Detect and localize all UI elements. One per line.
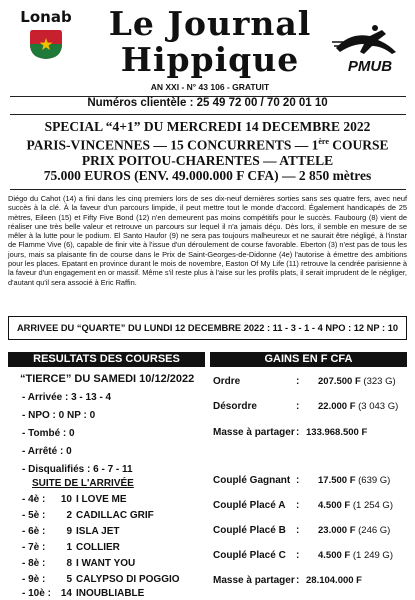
- gain-colon: :: [296, 401, 300, 412]
- gain-value: 4.500 F (1 254 G): [318, 500, 393, 511]
- gain-label: Ordre: [213, 376, 241, 387]
- tierce-title: “TIERCE” DU SAMEDI 10/12/2022: [20, 373, 195, 385]
- pmub-logo-text: PMUB: [347, 58, 393, 75]
- gain-colon: :: [296, 525, 300, 536]
- finish-row: - 9è : 5 CALYPSO DI POGGIO: [22, 574, 180, 585]
- gain-label: Couplé Gagnant: [213, 475, 291, 486]
- journal-title-line1: Le Journal: [108, 4, 312, 43]
- lonab-logo-text: Lonab: [20, 8, 72, 26]
- race-preview-text: Diégo du Cahot (14) a fini dans les cinq premiers lors de ses dix-neuf dernières sorties sans ses quatre fers, avec neuf succès à la clé. À la faveur d'un parcours limpide, il peut mettre tout le monde d'accord. Également handicapés de 25 mètres, Eileen (15) et Fifty Five Bond (12) n'en demeurent pas moins compétitifs pour le succès. Faubourg (8) vient de réaliser une très belle valeur et retrouve un parcours sur lequel il n'a jamais déçu. Dès lors, il semble en mesure de se mêler à la lutte pour le podium. El Santo Haufor (9) ne sera pas toujours malheureux et ne saurait être négligé, à l'instar de Flamme Vive (6), capable de finir vite à l'issue d'un déroulement de course favorable. Eberton (3) n'est pas de tous les jours, mais sa plaisante fin de course dans le Prix de Saint-Georges-de-Didonne (4e) l'autorise à émettre des ambitions pour les places. Epatant en province durant le mois de novembre, Easton Of My Life (11) retrouve la cendrée parisienne à la faveur d'un engagement en or massif. Même s'il reste plus à l'aise sur les profils plats, il serait imprudent de le négliger, d'autant qu'il sera associé à Eric Raffin.: [8, 194, 407, 287]
- finish-row: - 10è : 14 INOUBLIABLE: [22, 588, 145, 599]
- lonab-flag-icon: [28, 28, 64, 60]
- divider: [10, 96, 406, 97]
- special-line2: PARIS-VINCENNES — 15 CONCURRENTS — 1ère COURSE: [26, 137, 389, 153]
- gain-colon: :: [296, 475, 300, 486]
- divider: [10, 114, 406, 115]
- gain-label: Masse à partager: [213, 575, 295, 586]
- result-line: - Disqualifiés : 6 - 7 - 11: [22, 464, 133, 475]
- gain-value: 28.104.000 F: [306, 575, 362, 586]
- lonab-logo: [14, 8, 78, 64]
- gain-value: 133.968.500 F: [306, 427, 368, 438]
- finish-row: - 6è : 9 ISLA JET: [22, 526, 120, 537]
- gain-value: 22.000 F (3 043 G): [318, 401, 399, 412]
- result-line: - Arrêté : 0: [22, 446, 72, 457]
- special-line1: SPECIAL “4+1” DU MERCREDI 14 DECEMBRE 2022: [44, 119, 371, 134]
- result-line: - Tombé : 0: [22, 428, 75, 439]
- pmub-logo: [330, 22, 410, 78]
- finish-row: - 7è : 1 COLLIER: [22, 542, 120, 553]
- special-line4: 75.000 EUROS (ENV. 49.000.000 F CFA) — 2 850 mètres: [43, 167, 372, 183]
- result-line: - NPO : 0 NP : 0: [22, 410, 96, 421]
- gain-colon: :: [296, 427, 300, 438]
- finish-row: - 8è : 8 I WANT YOU: [22, 558, 136, 569]
- gain-value: 17.500 F (639 G): [318, 475, 391, 486]
- gain-colon: :: [296, 500, 300, 511]
- horse-rider-icon: [330, 22, 410, 58]
- special-race-header: [16, 119, 399, 183]
- result-line: - Arrivée : 3 - 13 - 4: [22, 392, 112, 403]
- gain-label: Couplé Placé B: [213, 525, 286, 536]
- gain-label: Masse à partager: [213, 427, 295, 438]
- gain-colon: :: [296, 550, 300, 561]
- gains-heading: GAINS EN F CFA: [210, 352, 407, 367]
- results-heading: RESULTATS DES COURSES: [8, 352, 205, 367]
- gain-colon: :: [296, 376, 300, 387]
- issue-info: AN XXI - N° 43 106 - GRATUIT: [150, 82, 270, 92]
- finish-row: - 5è : 2 CADILLAC GRIF: [22, 510, 154, 521]
- quarte-arrival-box: ARRIVEE DU “QUARTE” DU LUNDI 12 DECEMBRE 2022 : 11 - 3 - 1 - 4 NPO : 12 NP : 10: [8, 316, 407, 340]
- suite-arrivee-title: SUITE DE L'ARRIVÉE: [32, 478, 134, 489]
- gain-label: Couplé Placé C: [213, 550, 286, 561]
- gain-value: 23.000 F (246 G): [318, 525, 391, 536]
- divider: [10, 189, 406, 190]
- finish-row: - 4è : 10 I LOVE ME: [22, 494, 127, 505]
- gain-label: Couplé Placé A: [213, 500, 286, 511]
- special-line3: PRIX POITOU-CHARENTES — ATTELE: [81, 152, 334, 168]
- gain-label: Désordre: [213, 401, 257, 412]
- gain-colon: :: [296, 575, 300, 586]
- client-numbers: Numéros clientèle : 25 49 72 00 / 70 20 01 10: [87, 97, 328, 109]
- gain-value: 4.500 F (1 249 G): [318, 550, 393, 561]
- journal-title-line2: Hippique: [120, 40, 300, 79]
- gain-value: 207.500 F (323 G): [318, 376, 396, 387]
